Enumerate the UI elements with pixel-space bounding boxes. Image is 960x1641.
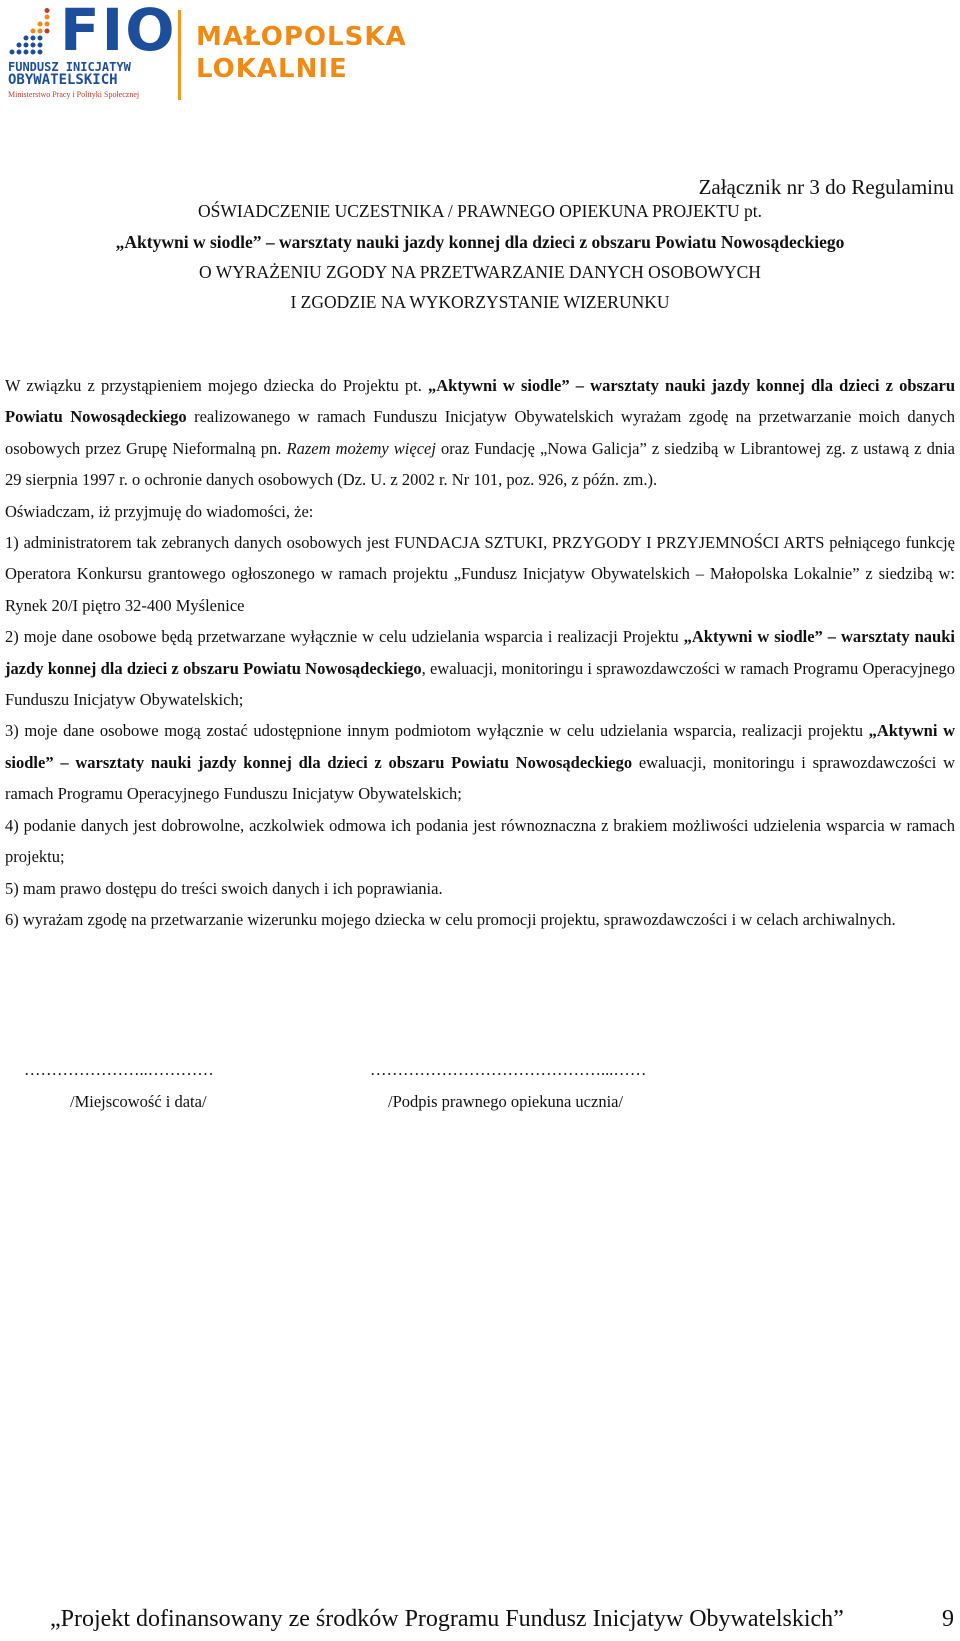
malopolska-logo-line2: LOKALNIE [196,54,348,84]
item-2 [5,621,955,715]
item-2-text-a: 2) moje dane osobowe będą przetwarzane wyłącznie w celu udzielania wsparcia i realizacji Projektu [5,627,684,647]
item-3-text-c: ewaluacji, monitoringu i sprawozdawczości w ramach Programu Operacyjnego Funduszu Inicjatyw Obywatelskich; [5,752,955,804]
item-2-text-c: , ewaluacji, monitoringu i sprawozdawczości w ramach Programu Operacyjnego Funduszu Inicjatyw Obywatelskich; [5,658,956,710]
intro-text-1: W związku z przystąpieniem mojego dziecka do Projektu pt. [5,376,429,395]
item-5: 5) mam prawo dostępu do treści swoich danych i ich poprawiania. [5,878,443,898]
document-body [5,370,955,935]
intro-text-3: oraz Fundację „Nowa Galicja” z siedzibą w Librantowej zg. z ustawą z dnia 29 sierpnia 1997 r. o ochronie danych osobowych (Dz. U. z 2002 r. Nr 101, poz. 926, z późn. zm.). [5,438,955,490]
intro-project-name: „Aktywni w siodle” – warsztaty nauki jazdy konnej dla dzieci z obszaru Powiatu Nowosądeckiego [5,376,955,427]
footer-text: „Projekt dofinansowany ze środków Programu Fundusz Inicjatyw Obywatelskich” [50,1606,844,1632]
place-date-dots: …………………..………… [24,1060,214,1079]
item-1: 1) administratorem tak zebranych danych osobowych jest FUNDACJA SZTUKI, PRZYGODY I PRZYJEMNOŚCI ARTS pełniącego funkcję Operatora Konkursu grantowego ogłoszonego w ramach projektu „Fundusz Inicjatyw Obywatelskich – Małopolska Lokalnie” z siedzibą w: Rynek 20/I piętro 32-400 Myślenice [5,533,955,615]
fio-logo-line1: FUNDUSZ INICJATYW [8,60,131,74]
title-line2: „Aktywni w siodle” – warsztaty nauki jazdy konnej dla dzieci z obszaru Powiatu Nowosądeckiego [115,232,845,252]
title-line3: O WYRAŻENIU ZGODY NA PRZETWARZANIE DANYCH OSOBOWYCH [199,262,761,282]
item-4: 4) podanie danych jest dobrowolne, aczkolwiek odmowa ich podania jest równoznaczna z brakiem możliwości udzielenia wsparcia w ramach projektu; [5,815,955,867]
item-6: 6) wyrażam zgodę na przetwarzanie wizerunku mojego dziecka w celu promocji projektu, sprawozdawczości i w celach archiwalnych. [5,909,896,929]
page-number: 9 [942,1606,954,1632]
header-logos [6,0,426,102]
intro-group-name: Razem możemy więcej [286,438,436,458]
title-line1: OŚWIADCZENIE UCZESTNIKA / PRAWNEGO OPIEKUNA PROJEKTU pt. [198,201,762,221]
signature-label: /Podpis prawnego opiekuna ucznia/ [388,1092,624,1111]
fio-logo-text: FIO [60,0,177,64]
item-3-text-a: 3) moje dane osobowe mogą zostać udostępnione innym podmiotom wyłącznie w celu udzielania wsparcia, realizacji projektu [5,721,869,741]
intro-paragraph [5,370,955,496]
malopolska-logo-line1: MAŁOPOLSKA [196,22,407,52]
place-date-label: /Miejscowość i data/ [70,1092,207,1111]
fio-logo-line2: OBYWATELSKICH [8,72,118,88]
annex-label: Załącznik nr 3 do Regulaminu [698,175,954,199]
title-line4: I ZGODZIE NA WYKORZYSTANIE WIZERUNKU [290,292,670,312]
logo-divider [178,10,181,100]
fio-logo-line3: Ministerstwo Pracy i Polityki Społecznej [8,90,140,99]
fio-dots-logo-icon [8,8,54,56]
item-3 [5,715,955,809]
item-2-project-name: „Aktywni w siodle” – warsztaty nauki jazdy konnej dla dzieci z obszaru Powiatu Nowosądeckiego [5,627,955,678]
intro-text-2: realizowanego w ramach Funduszu Inicjatyw Obywatelskich wyrażam zgodę na przetwarzanie moich danych osobowych przez Grupę Nieformalną pn. [5,407,955,458]
item-3-project-name: „Aktywni w siodle” – warsztaty nauki jazdy konnej dla dzieci z obszaru Powiatu Nowosądeckiego [5,721,955,772]
declaration-line: Oświadczam, iż przyjmuję do wiadomości, że: [5,501,314,521]
signature-dots: ……………………………………...…… [370,1060,647,1079]
